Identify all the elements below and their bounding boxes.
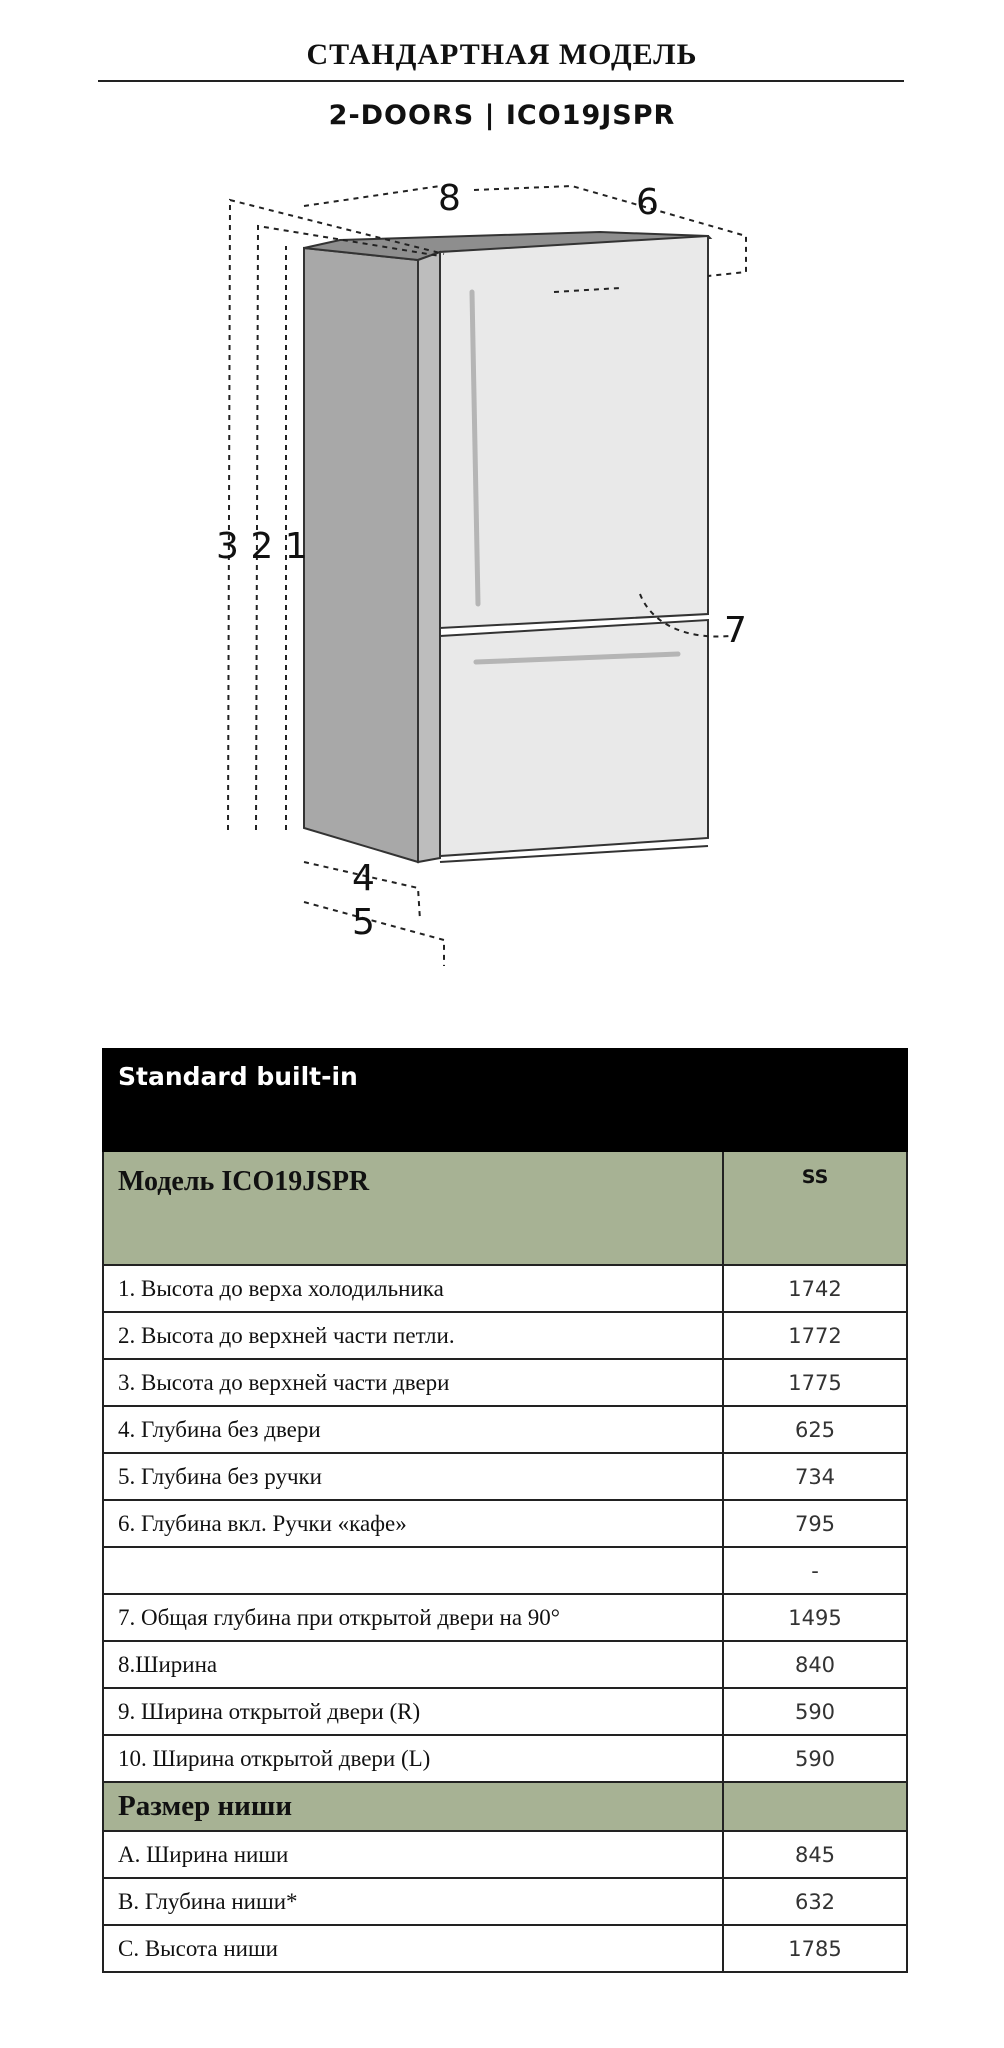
table-row (103, 1925, 907, 1972)
page-title: СТАНДАРТНАЯ МОДЕЛЬ (306, 38, 698, 71)
table-row (103, 1735, 907, 1782)
row-value: 1785 (723, 1925, 907, 1972)
row-value: 590 (723, 1688, 907, 1735)
dim-label-321: 3 2 1 (216, 526, 308, 567)
table-banner-row (103, 1049, 907, 1151)
dim-label-7: 7 (724, 610, 747, 651)
model-subtitle: 2-DOORS | ICO19JSPR (328, 100, 676, 131)
row-label: C. Высота ниши (103, 1925, 723, 1972)
row-label: 3. Высота до верхней части двери (103, 1359, 723, 1406)
dim-label-5: 5 (352, 902, 375, 943)
table-row (103, 1359, 907, 1406)
model-label: Модель ICO19JSPR (103, 1151, 723, 1265)
table-row (103, 1406, 907, 1453)
row-value: 1772 (723, 1312, 907, 1359)
fridge-side-panel (304, 248, 418, 862)
fridge-upper-door (440, 236, 708, 628)
table-row (103, 1641, 907, 1688)
niche-section-title: Размер ниши (103, 1782, 723, 1831)
row-value: 1775 (723, 1359, 907, 1406)
fridge-dimension-diagram (0, 150, 1004, 990)
finish-label: SS (723, 1151, 907, 1265)
row-label: 8.Ширина (103, 1641, 723, 1688)
table-row (103, 1453, 907, 1500)
row-value: 840 (723, 1641, 907, 1688)
row-label: 2. Высота до верхней части петли. (103, 1312, 723, 1359)
row-value: 632 (723, 1878, 907, 1925)
table-row (103, 1831, 907, 1878)
niche-section-row (103, 1782, 907, 1831)
table-row (103, 1594, 907, 1641)
table-row (103, 1312, 907, 1359)
dim-label-8: 8 (438, 178, 461, 219)
row-label: 4. Глубина без двери (103, 1406, 723, 1453)
row-label: 7. Общая глубина при открытой двери на 90° (103, 1594, 723, 1641)
row-label (103, 1547, 723, 1594)
row-value: 734 (723, 1453, 907, 1500)
dim-label-6: 6 (636, 182, 659, 223)
row-label: 10. Ширина открытой двери (L) (103, 1735, 723, 1782)
row-label: B. Глубина ниши* (103, 1878, 723, 1925)
table-row (103, 1265, 907, 1312)
row-value: 795 (723, 1500, 907, 1547)
model-header-row (103, 1151, 907, 1265)
spec-table (102, 1048, 908, 1973)
row-value: 590 (723, 1735, 907, 1782)
table-row (103, 1688, 907, 1735)
row-value: 625 (723, 1406, 907, 1453)
table-row (103, 1547, 907, 1594)
row-label: A. Ширина ниши (103, 1831, 723, 1878)
row-label: 9. Ширина открытой двери (R) (103, 1688, 723, 1735)
fridge-door-edge (418, 252, 440, 862)
row-value: 1742 (723, 1265, 907, 1312)
dim-label-4: 4 (352, 858, 375, 899)
table-row (103, 1878, 907, 1925)
row-label: 5. Глубина без ручки (103, 1453, 723, 1500)
row-value: 1495 (723, 1594, 907, 1641)
row-value: - (723, 1547, 907, 1594)
table-banner: Standard built-in (103, 1049, 907, 1151)
row-value: 845 (723, 1831, 907, 1878)
title-divider (98, 80, 904, 82)
row-label: 6. Глубина вкл. Ручки «кафе» (103, 1500, 723, 1547)
table-row (103, 1500, 907, 1547)
row-label: 1. Высота до верха холодильника (103, 1265, 723, 1312)
niche-section-empty (723, 1782, 907, 1831)
